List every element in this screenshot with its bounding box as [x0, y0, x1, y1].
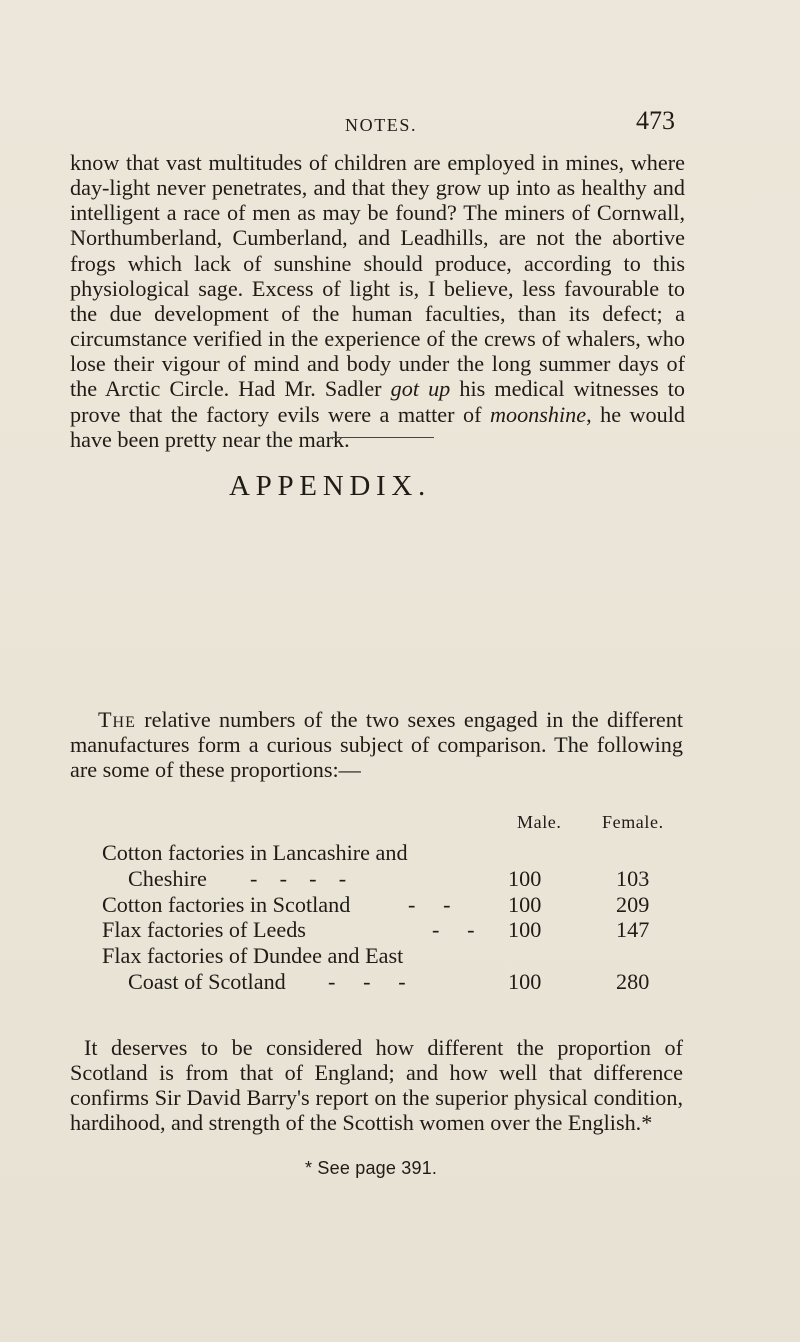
- female-value: 209: [616, 892, 650, 917]
- female-value: 103: [616, 866, 650, 891]
- table-row: [102, 892, 677, 917]
- conclusion-paragraph: It deserves to be considered how different the proportion of Scotland is from that of England; and how well that difference confirms Sir David Barry's report on the superior physical condition, hardihood, and strength of the Scottish women over the English.*: [70, 1035, 683, 1136]
- female-value: 147: [616, 917, 650, 942]
- table-row: [102, 917, 677, 942]
- appendix-intro-paragraph: [70, 707, 683, 782]
- male-value: 100: [508, 917, 542, 942]
- page-number: 473: [636, 106, 675, 135]
- row-label: Cheshire: [128, 866, 207, 891]
- row-label: Cotton factories in Lancashire and: [102, 840, 408, 865]
- male-value: 100: [508, 969, 542, 994]
- male-value: 100: [508, 866, 542, 891]
- row-label: Cotton factories in Scotland: [102, 892, 351, 917]
- row-label: Flax factories of Dundee and East: [102, 943, 404, 968]
- running-head: [345, 108, 675, 140]
- male-value: 100: [508, 892, 542, 917]
- appendix-heading: APPENDIX.: [229, 470, 431, 502]
- table-row: [102, 943, 677, 968]
- section-divider: [330, 437, 434, 438]
- small-caps-lead-word: The: [98, 707, 136, 732]
- table-row: [102, 969, 677, 994]
- leader-dashes: - - -: [328, 969, 406, 994]
- footnote: * See page 391.: [305, 1158, 438, 1178]
- italic-phrase: got up: [390, 376, 451, 402]
- paragraph-text: relative numbers of the two sexes engaged in the different manufactures form a curious subject of comparison. The following are some of these proportions:—: [70, 707, 684, 783]
- row-label: Flax factories of Leeds: [102, 917, 306, 942]
- running-title: NOTES.: [345, 115, 418, 135]
- row-label: Coast of Scotland: [128, 969, 286, 994]
- female-column-header: Female.: [602, 812, 664, 832]
- male-column-header: Male.: [517, 812, 562, 832]
- table-row: [102, 840, 677, 865]
- notes-paragraph: [70, 150, 685, 452]
- leader-dashes: - - - -: [250, 866, 347, 891]
- table-row: [102, 866, 677, 891]
- leader-dashes: - -: [432, 917, 475, 942]
- italic-phrase: moonshine: [489, 401, 587, 427]
- paragraph-text: his medical witnesses to prove that the factory evils were a matter of: [70, 376, 685, 427]
- paragraph-text: know that vast multitudes of children are employed in mines, where day-light never penetrates, and that they grow up into as healthy and intelligent a race of men as may be found? The miners of Cornwall, Northumberland, Cumberland, and Leadhills, are not the abortive frogs which lack of sunshine should produce, according to this physiological sage. Excess of light is, I believe, less favourable to the due development of the human faculties, than its defect; a circumstance verified in the experience of the crews of whalers, who lose their vigour of mind and body under the long summer days of the Arctic Circle. Had Mr. Sadler: [70, 150, 685, 402]
- paragraph-text: , he would have been pretty near the mark.: [70, 401, 685, 452]
- proportions-table: [102, 812, 677, 1034]
- female-value: 280: [616, 969, 650, 994]
- leader-dashes: - -: [408, 892, 451, 917]
